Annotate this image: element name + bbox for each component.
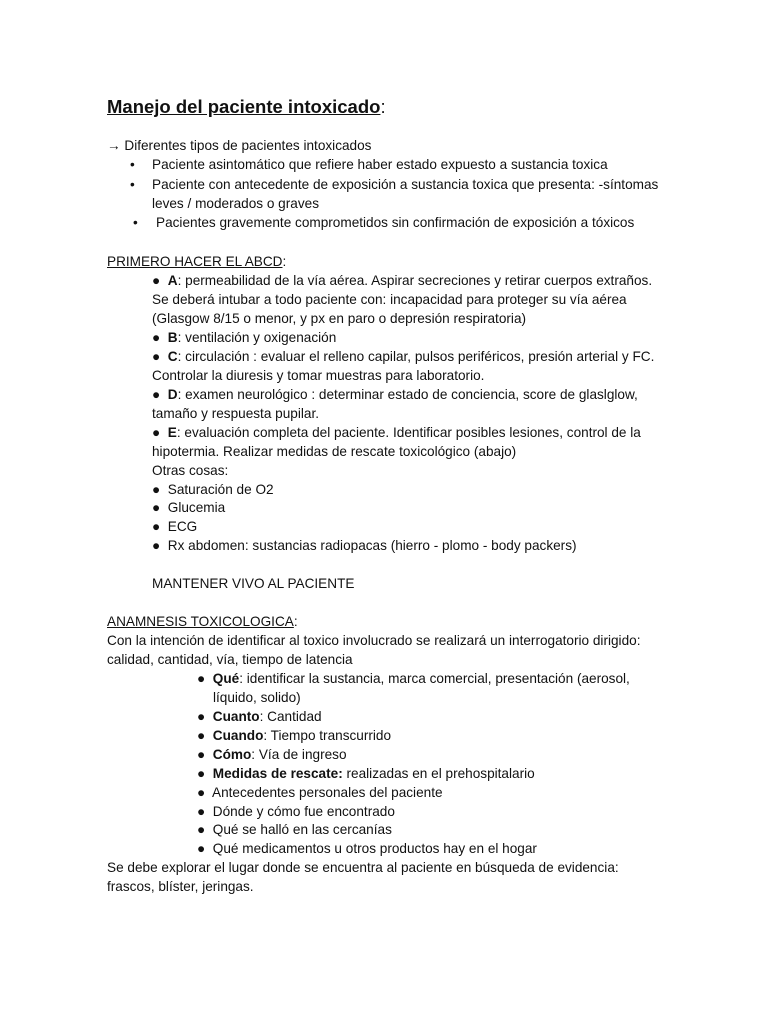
types-item: Pacientes gravemente comprometidos sin confirmación de exposición a tóxicos [156,215,635,230]
list-bullet: • [130,157,135,172]
anamnesis-intro: Con la intención de identificar al toxico involucrado se realizará un interrogatorio dirigido: [107,633,641,648]
abcd-key: E [167,425,177,440]
anamnesis-key: Cuando [212,728,264,743]
anamnesis-heading-colon: : [293,614,298,629]
dot-bullet: ● [152,425,161,440]
dot-bullet: ● [152,273,161,288]
anamnesis-text: : Cantidad [259,709,322,724]
anamnesis-text: Qué se halló en las cercanías [212,822,392,837]
otras-text: ECG [167,519,198,534]
mantener-line: MANTENER VIVO AL PACIENTE [152,576,355,591]
anamnesis-key: Medidas de rescate: [212,766,343,781]
otras-text: Rx abdomen: sustancias radiopacas (hierro - plomo - body packers) [167,538,577,553]
abcd-continuation: (Glasgow 8/15 o menor, y px en paro o depresión respiratoria) [152,311,527,326]
anamnesis-heading [107,612,298,631]
dot-bullet: ● [152,538,161,553]
dot-bullet: ● [152,387,161,402]
anamnesis-text: : Tiempo transcurrido [263,728,392,743]
dot-bullet: ● [152,519,161,534]
title-colon: : [380,96,386,117]
abcd-item-b [152,328,336,347]
dot-bullet: ● [197,766,206,781]
types-intro-line [107,136,371,155]
abcd-continuation: Se deberá intubar a todo paciente con: incapacidad para proteger su vía aérea [152,292,627,307]
anamnesis-item [197,820,392,839]
closing-line: Se debe explorar el lugar donde se encuentra al paciente en búsqueda de evidencia: [107,860,619,875]
abcd-continuation: Controlar la diuresis y tomar muestras para laboratorio. [152,368,485,383]
anamnesis-continuation: líquido, solido) [213,690,301,705]
anamnesis-key: Cuanto [212,709,260,724]
page-title [107,95,386,119]
abcd-item-e [152,423,641,442]
dot-bullet: ● [197,785,206,800]
otras-item [152,517,197,536]
abcd-key: A [167,273,178,288]
abcd-continuation: tamaño y respuesta pupilar. [152,406,320,421]
anamnesis-item [197,726,391,745]
list-bullet: • [130,177,135,192]
dot-bullet: ● [152,482,161,497]
anamnesis-item [197,669,630,688]
otras-item [152,498,225,517]
title-text: Manejo del paciente intoxicado [107,96,381,117]
abcd-text: : ventilación y oxigenación [177,330,337,345]
anamnesis-item [197,745,347,764]
abcd-item-c [152,347,654,366]
abcd-text: : circulación : evaluar el relleno capilar, pulsos periféricos, presión arterial y FC. [177,349,655,364]
anamnesis-text: : Vía de ingreso [251,747,347,762]
abcd-heading [107,252,286,271]
dot-bullet: ● [152,330,161,345]
dot-bullet: ● [197,804,206,819]
anamnesis-text: Qué medicamentos u otros productos hay en el hogar [212,841,537,856]
dot-bullet: ● [197,841,206,856]
dot-bullet: ● [197,747,206,762]
otras-item [152,536,577,555]
otras-text: Saturación de O2 [167,482,274,497]
abcd-key: D [167,387,178,402]
otras-item [152,480,274,499]
types-intro: Diferentes tipos de pacientes intoxicados [124,138,372,153]
anamnesis-item [197,839,537,858]
anamnesis-item [197,802,395,821]
list-bullet: • [133,215,138,230]
abcd-heading-text: PRIMERO HACER EL ABCD [107,254,283,269]
dot-bullet: ● [197,671,206,686]
dot-bullet: ● [152,500,161,515]
abcd-continuation: hipotermia. Realizar medidas de rescate toxicológico (abajo) [152,444,517,459]
anamnesis-item [197,783,443,802]
types-item-continuation: leves / moderados o graves [152,196,319,211]
anamnesis-item [197,764,535,783]
anamnesis-text: realizadas en el prehospitalario [342,766,535,781]
types-item: Paciente asintomático que refiere haber estado expuesto a sustancia toxica [152,157,608,172]
arrow-icon: → [107,138,121,153]
dot-bullet: ● [197,822,206,837]
anamnesis-key: Cómo [212,747,252,762]
otras-label: Otras cosas: [152,463,229,478]
abcd-heading-colon: : [282,254,287,269]
abcd-key: C [167,349,178,364]
abcd-text: : permeabilidad de la vía aérea. Aspirar secreciones y retirar cuerpos extraños. [177,273,653,288]
abcd-text: : evaluación completa del paciente. Identificar posibles lesiones, control de la [176,425,641,440]
anamnesis-text: Dónde y cómo fue encontrado [212,804,395,819]
anamnesis-text: : identificar la sustancia, marca comercial, presentación (aerosol, [239,671,630,686]
dot-bullet: ● [197,709,206,724]
anamnesis-key: Qué [212,671,240,686]
dot-bullet: ● [197,728,206,743]
anamnesis-intro: calidad, cantidad, vía, tiempo de latencia [107,652,353,667]
abcd-item-d [152,385,638,404]
closing-line: frascos, blíster, jeringas. [107,879,254,894]
abcd-text: : examen neurológico : determinar estado de conciencia, score de glaslglow, [177,387,638,402]
otras-text: Glucemia [167,500,226,515]
abcd-key: B [167,330,178,345]
abcd-item-a [152,271,652,290]
types-item: Paciente con antecedente de exposición a sustancia toxica que presenta: -síntomas [152,177,659,192]
anamnesis-heading-text: ANAMNESIS TOXICOLOGICA [107,614,294,629]
dot-bullet: ● [152,349,161,364]
anamnesis-text: Antecedentes personales del paciente [212,785,443,800]
anamnesis-item [197,707,322,726]
